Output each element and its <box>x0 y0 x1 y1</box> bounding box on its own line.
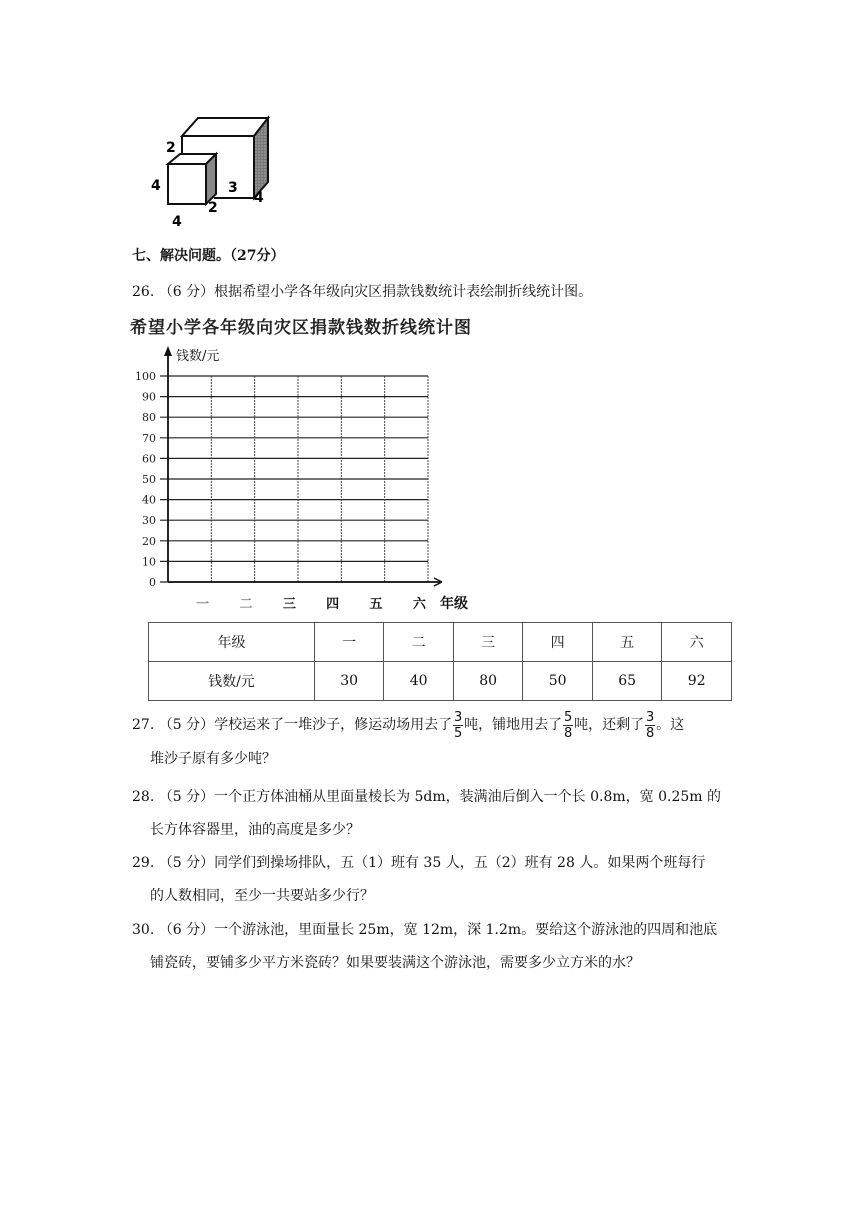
question-30 <box>132 920 717 940</box>
question-number: 29. <box>132 855 155 871</box>
figure-label: 2 <box>208 200 218 216</box>
question-number: 27. <box>132 717 155 733</box>
y-tick-label: 40 <box>142 493 156 507</box>
figure-label: 4 <box>151 178 161 194</box>
y-axis-label: 钱数/元 <box>176 349 220 364</box>
question-30-line2: 铺瓷砖，要铺多少平方米瓷砖？如果要装满这个游泳池，需要多少立方米的水？ <box>150 955 640 971</box>
fraction-denominator: 5 <box>453 725 463 741</box>
question-text: 吨，铺地用去了 <box>464 717 563 733</box>
question-26 <box>132 282 592 302</box>
cuboid-figure <box>150 112 280 232</box>
question-text: 一个正方体油桶从里面量棱长为 5dm，装满油后倒入一个长 0.8m，宽 0.25m 的 <box>214 789 722 805</box>
figure-label: 2 <box>166 140 176 156</box>
question-score: （5 分） <box>158 855 215 871</box>
chart-title: 希望小学各年级向灾区捐款钱数折线统计图 <box>130 318 472 338</box>
question-score: （5 分） <box>158 717 215 733</box>
table-cell: 80 <box>453 662 523 701</box>
x-tick-label: 六 <box>412 597 426 612</box>
question-28-line2: 长方体容器里，油的高度是多少？ <box>150 822 360 838</box>
figure-label: 3 <box>228 180 238 196</box>
question-score: （5 分） <box>158 789 215 805</box>
table-cell: 40 <box>384 662 454 701</box>
fraction-numerator: 3 <box>645 709 655 725</box>
question-text: 学校运来了一堆沙子，修运动场用去了 <box>214 717 453 733</box>
question-27 <box>132 708 684 742</box>
x-tick-label: 一 <box>196 597 210 612</box>
y-tick-label: 30 <box>142 514 156 528</box>
question-text: 吨，还剩了 <box>574 717 645 733</box>
y-tick-label: 90 <box>142 390 156 404</box>
y-tick-label: 80 <box>142 411 156 425</box>
question-number: 26. <box>132 284 155 300</box>
table-cell: 四 <box>523 623 593 662</box>
fraction-numerator: 3 <box>453 709 463 725</box>
x-tick-label: 三 <box>282 597 296 612</box>
fraction <box>645 711 655 740</box>
y-tick-label: 70 <box>142 431 156 445</box>
table-cell: 年级 <box>149 623 315 662</box>
fraction-numerator: 5 <box>563 709 573 725</box>
x-axis-label: 年级 <box>440 596 468 612</box>
line-chart <box>128 340 528 618</box>
table-cell: 二 <box>384 623 454 662</box>
question-28 <box>132 787 721 807</box>
question-text: 同学们到操场排队，五（1）班有 35 人，五（2）班有 28 人。如果两个班每行 <box>214 855 706 871</box>
fraction-denominator: 8 <box>563 725 573 741</box>
question-text: 一个游泳池，里面量长 25m，宽 12m，深 1.2m。要给这个游泳池的四周和池底 <box>214 922 718 938</box>
table-cell: 30 <box>314 662 384 701</box>
question-29 <box>132 853 705 873</box>
fraction <box>453 711 463 740</box>
y-tick-label: 0 <box>149 576 156 589</box>
question-number: 30. <box>132 922 155 938</box>
question-27-line2: 堆沙子原有多少吨？ <box>150 751 276 767</box>
donation-table <box>148 622 732 701</box>
question-text: 根据希望小学各年级向灾区捐款钱数统计表绘制折线统计图。 <box>214 284 593 300</box>
section-heading: 七、解决问题。（27分） <box>132 248 285 264</box>
table-cell: 六 <box>662 623 732 662</box>
figure-label: 4 <box>172 214 182 230</box>
table-cell: 65 <box>592 662 662 701</box>
y-tick-label: 20 <box>142 534 156 548</box>
y-tick-label: 60 <box>142 452 156 466</box>
question-score: （6 分） <box>158 922 215 938</box>
table-cell: 92 <box>662 662 732 701</box>
table-cell: 钱数/元 <box>149 662 315 701</box>
fraction <box>563 711 573 740</box>
question-text: 。这 <box>656 717 685 733</box>
fraction-denominator: 8 <box>645 725 655 741</box>
y-axis-arrow <box>164 346 172 356</box>
table-row <box>149 662 732 701</box>
table-row <box>149 623 732 662</box>
y-tick-label: 10 <box>142 555 156 569</box>
table-cell: 五 <box>592 623 662 662</box>
y-tick-label: 100 <box>135 370 156 383</box>
table-cell: 一 <box>314 623 384 662</box>
x-tick-label: 四 <box>326 597 340 612</box>
table-cell: 三 <box>453 623 523 662</box>
x-tick-label: 五 <box>369 597 383 612</box>
table-cell: 50 <box>523 662 593 701</box>
question-score: （6 分） <box>158 284 215 300</box>
y-tick-label: 50 <box>142 473 156 486</box>
question-29-line2: 的人数相同，至少一共要站多少行？ <box>150 888 374 904</box>
question-number: 28. <box>132 789 155 805</box>
x-tick-label: 二 <box>239 597 253 612</box>
figure-label: 4 <box>254 190 264 206</box>
